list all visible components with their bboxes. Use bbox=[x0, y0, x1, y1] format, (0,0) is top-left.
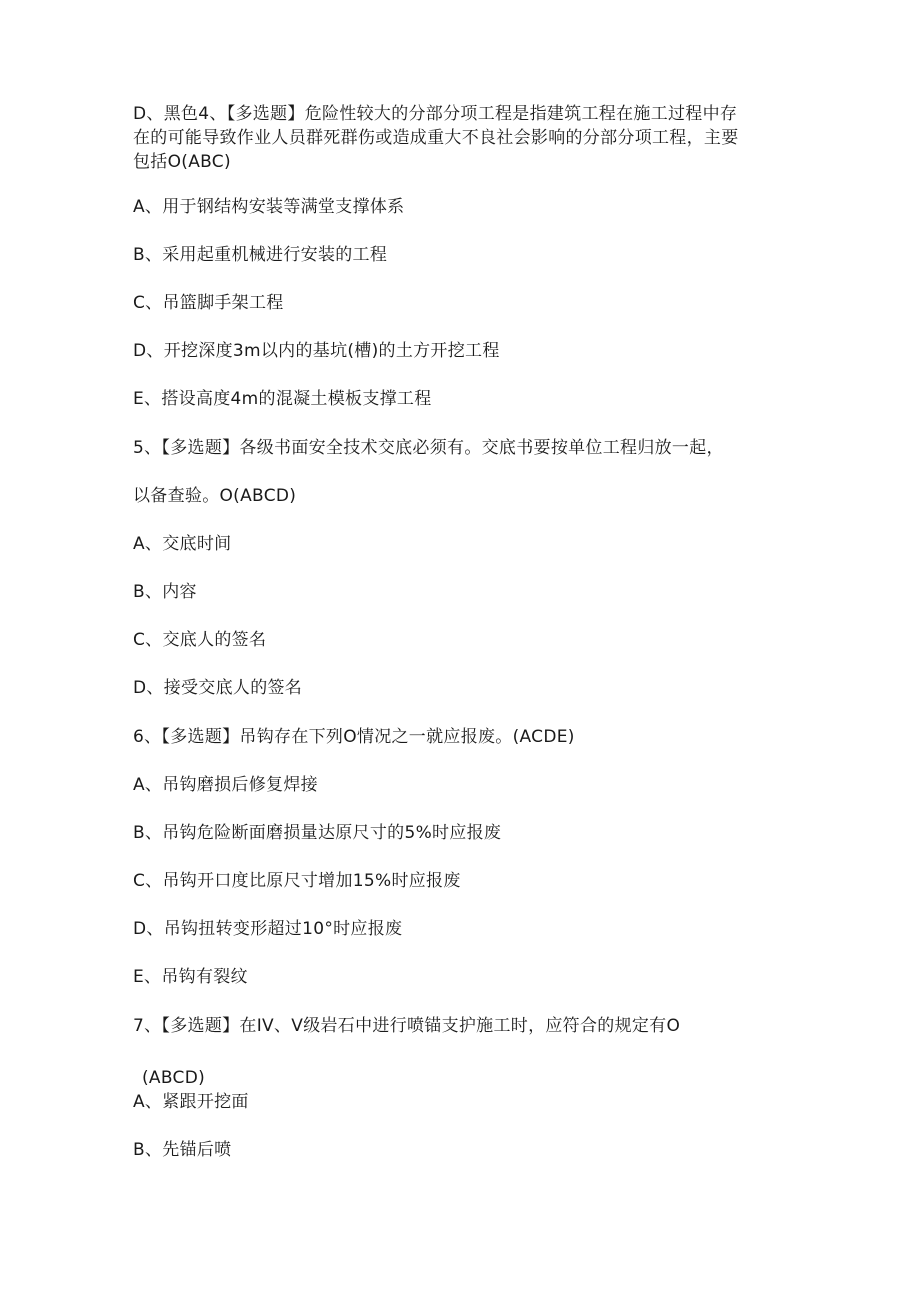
option-line: E、吊钩有裂纹 bbox=[133, 967, 248, 987]
text-line: 在的可能导致作业人员群死群伤或造成重大不良社会影响的分部分项工程，主要 bbox=[133, 128, 739, 148]
option-line: B、采用起重机械进行安装的工程 bbox=[133, 245, 388, 265]
option-line: A、用于钢结构安装等满堂支撑体系 bbox=[133, 197, 405, 217]
text-line: D、黑色4、【多选题】危险性较大的分部分项工程是指建筑工程在施工过程中存 bbox=[133, 104, 738, 124]
option-line: D、吊钩扭转变形超过10°时应报废 bbox=[133, 919, 403, 939]
option-line: A、交底时间 bbox=[133, 534, 232, 554]
question-line: 7、【多选题】在IV、V级岩石中进行喷锚支护施工时，应符合的规定有O bbox=[133, 1016, 681, 1036]
option-line: C、吊钩开口度比原尺寸增加15%时应报废 bbox=[133, 871, 461, 891]
option-line: C、吊篮脚手架工程 bbox=[133, 293, 284, 313]
option-line: D、开挖深度3m以内的基坑(槽)的土方开挖工程 bbox=[133, 341, 500, 361]
option-line: B、先锚后喷 bbox=[133, 1140, 232, 1160]
option-line: C、交底人的签名 bbox=[133, 630, 267, 650]
text-line: 包括O(ABC) bbox=[133, 152, 231, 172]
option-line: E、搭设高度4m的混凝土模板支撑工程 bbox=[133, 389, 432, 409]
option-line: B、内容 bbox=[133, 582, 197, 602]
answer-line: (ABCD) bbox=[142, 1068, 206, 1088]
option-line: D、接受交底人的签名 bbox=[133, 678, 303, 698]
question-line: 6、【多选题】吊钩存在下列O情况之一就应报废。(ACDE) bbox=[133, 727, 575, 747]
option-line: B、吊钩危险断面磨损量达原尺寸的5%时应报废 bbox=[133, 823, 502, 843]
option-line: A、吊钩磨损后修复焊接 bbox=[133, 775, 318, 795]
question-line: 以备查验。O(ABCD) bbox=[133, 486, 297, 506]
option-line: A、紧跟开挖面 bbox=[133, 1092, 249, 1112]
question-line: 5、【多选题】各级书面安全技术交底必须有。交底书要按单位工程归放一起， bbox=[133, 438, 724, 458]
